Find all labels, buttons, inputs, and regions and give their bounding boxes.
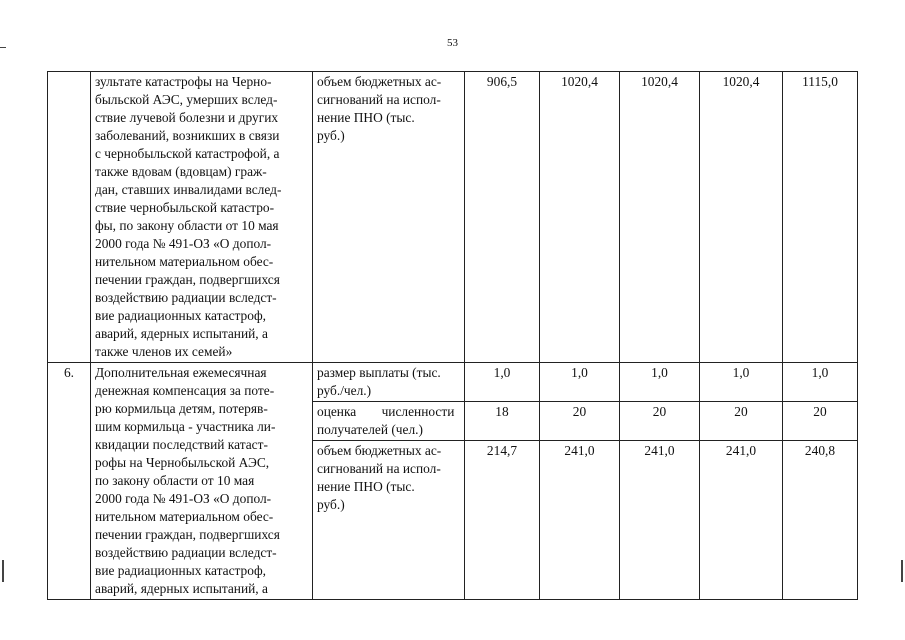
value-cell: 20: [620, 402, 700, 441]
value-cell: 1020,4: [540, 72, 620, 363]
value-cell: 18: [465, 402, 540, 441]
value-cell: 241,0: [540, 441, 620, 600]
indicator-cell: объем бюджетных ас- сигнований на испол- нение ПНО (тыс. руб.): [313, 441, 465, 600]
scan-edge-mark-left-top: [0, 47, 6, 48]
value-cell: 20: [540, 402, 620, 441]
value-cell: 241,0: [700, 441, 783, 600]
indicator-cell: оценка численности получателей (чел.): [313, 402, 465, 441]
value-cell: 1020,4: [700, 72, 783, 363]
table-row: [48, 363, 858, 402]
table-row: [48, 72, 858, 363]
value-cell: 1,0: [465, 363, 540, 402]
value-cell: 240,8: [783, 441, 858, 600]
value-cell: 20: [783, 402, 858, 441]
value-cell: 241,0: [620, 441, 700, 600]
scan-edge-mark-right-bottom: [901, 560, 903, 582]
indicator-cell: размер выплаты (тыс. руб./чел.): [313, 363, 465, 402]
row-number: [48, 72, 91, 363]
value-cell: 214,7: [465, 441, 540, 600]
page-number: 53: [447, 37, 458, 49]
value-cell: 1020,4: [620, 72, 700, 363]
value-cell: 1,0: [620, 363, 700, 402]
row-description: зультате катастрофы на Черно- быльской АЭС, умерших вслед- ствие лучевой болезни и других заболеваний, возникших в связи с чернобыльской катастрофой, а также вдовам (вдовцам) граж- дан, ставших инвалидами вслед- ствие чернобыльской катастро- фы, по закону области от 10 мая 2000 года № 491-ОЗ «О допол- нительном материальном обес- печении граждан, подвергшихся воздействию радиации вследст- вие радиационных катастроф, аварий, ядерных испытаний, а также членов их семей»: [91, 72, 313, 363]
value-cell: 1,0: [783, 363, 858, 402]
value-cell: 906,5: [465, 72, 540, 363]
value-cell: 1115,0: [783, 72, 858, 363]
row-number: 6.: [48, 363, 91, 600]
value-cell: 20: [700, 402, 783, 441]
row-description: Дополнительная ежемесячная денежная компенсация за поте- рю кормильца детям, потеряв- шим кормильца - участника ли- квидации последствий катаст- рофы на Чернобыльской АЭС, по закону области от 10 мая 2000 года № 491-ОЗ «О допол- нительном материальном обес- печении граждан, подвергшихся воздействию радиации вследст- вие радиационных катастроф, аварий, ядерных испытаний, а: [91, 363, 313, 600]
budget-table: [47, 71, 858, 600]
value-cell: 1,0: [540, 363, 620, 402]
indicator-cell: объем бюджетных ас- сигнований на испол- нение ПНО (тыс. руб.): [313, 72, 465, 363]
scan-edge-mark-left-bottom: [2, 560, 4, 582]
value-cell: 1,0: [700, 363, 783, 402]
